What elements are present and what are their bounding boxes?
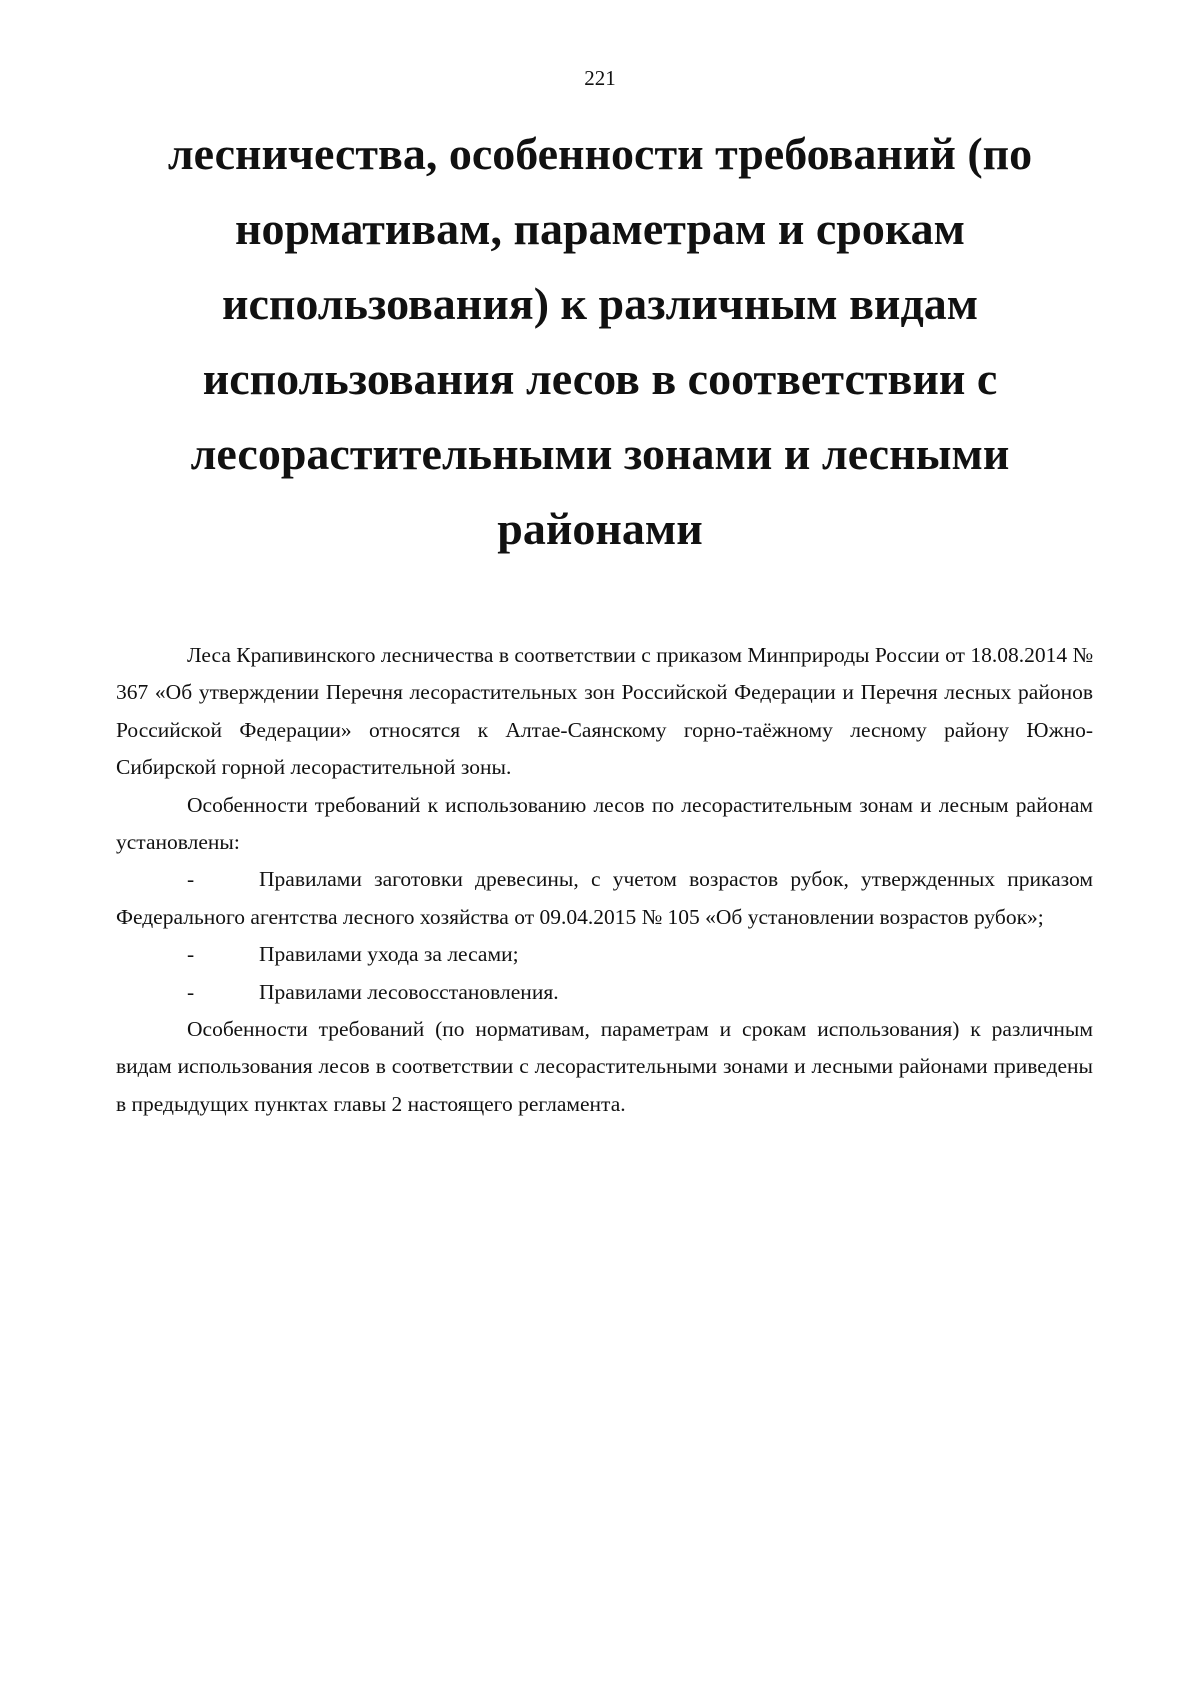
list-item-text: Правилами заготовки древесины, с учетом возрастов рубок, утвержденных приказом Федерального агентства лесного хозяйства от 09.04.2015 № 105 «Об установлении возрастов рубок»; bbox=[116, 867, 1093, 929]
list-item bbox=[116, 861, 1093, 936]
list-dash: - bbox=[187, 942, 195, 967]
body-text bbox=[116, 637, 1093, 1123]
section-heading bbox=[110, 116, 1090, 566]
list-item bbox=[116, 936, 1093, 973]
heading-line: нормативам, параметрам и срокам bbox=[234, 203, 966, 254]
list-dash: - bbox=[187, 979, 195, 1004]
page-number: 221 bbox=[584, 66, 616, 90]
paragraph: Особенности требований к использованию лесов по лесорастительным зонам и лесным районам установлены: bbox=[116, 792, 1093, 855]
heading-line: лесорастительными зонами и лесными bbox=[190, 428, 1010, 479]
heading-line: лесничества, особенности требований (по bbox=[167, 128, 1033, 179]
heading-line: районами bbox=[497, 503, 703, 554]
heading-line: использования лесов в соответствии с bbox=[202, 353, 998, 404]
list-item bbox=[116, 974, 1093, 1011]
paragraph: Особенности требований (по нормативам, параметрам и срокам использования) к различным видам использования лесов в соответствии с лесорастительными зонами и лесными районами приведены в предыдущих пунктах главы 2 настоящего регламента. bbox=[116, 1017, 1093, 1116]
heading-line: использования) к различным видам bbox=[221, 278, 979, 329]
list-item-text: Правилами ухода за лесами; bbox=[259, 942, 519, 967]
paragraph: Леса Крапивинского лесничества в соответствии с приказом Минприроды России от 18.08.2014 № 367 «Об утверждении Перечня лесорастительных зон Российской Федерации и Перечня лесных районов Российской Федерации» относятся к Алтае-Саянскому горно-таёжному лесному району Южно-Сибирской горной лесорастительной зоны. bbox=[116, 643, 1093, 780]
list-item-text: Правилами лесовосстановления. bbox=[259, 979, 559, 1004]
list-dash: - bbox=[187, 867, 195, 892]
